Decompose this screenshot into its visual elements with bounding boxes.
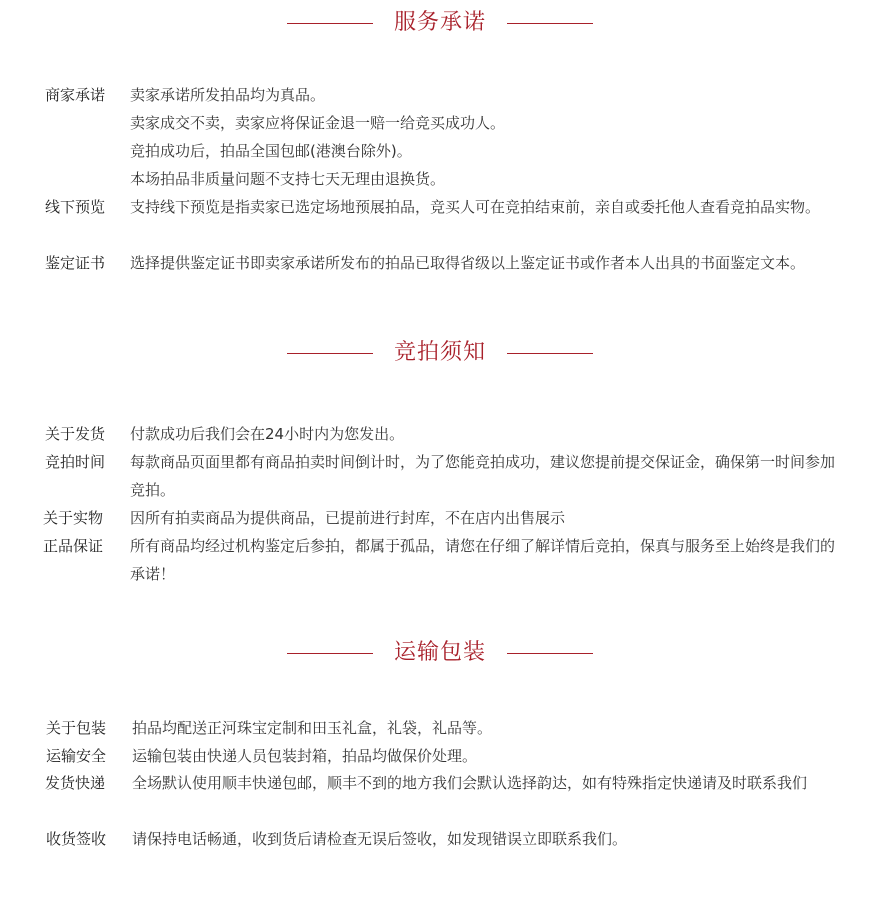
row-text: 全场默认使用顺丰快递包邮，顺丰不到的地方我们会默认选择韵达，如有特殊指定快递请及时联系我们: [132, 774, 808, 792]
row-label: 关于实物: [43, 509, 104, 527]
row-label: 关于发货: [45, 425, 106, 443]
row-text: 卖家承诺所发拍品均为真品。: [130, 86, 326, 104]
row-label: 运输安全: [46, 747, 107, 765]
section-title-bidding: [0, 338, 880, 368]
row-text: 卖家成交不卖，卖家应将保证金退一赔一给竞买成功人。: [130, 114, 506, 132]
section-title-service: [0, 8, 880, 38]
section-heading: 运输包装: [393, 640, 486, 665]
row-text: 请保持电话畅通，收到货后请检查无误后签收，如发现错误立即联系我们。: [132, 830, 628, 848]
row-text: 拍品均配送正河珠宝定制和田玉礼盒，礼袋，礼品等。: [132, 719, 493, 737]
title-divider-right: [507, 23, 593, 24]
section-title-shipping: [0, 638, 880, 668]
row-text: 因所有拍卖商品为提供商品，已提前进行封库，不在店内出售展示: [130, 509, 566, 527]
row-text: 选择提供鉴定证书即卖家承诺所发布的拍品已取得省级以上鉴定证书或作者本人出具的书面鉴定文本。: [130, 254, 806, 272]
section-heading: 服务承诺: [393, 10, 486, 35]
row-text: 竞拍成功后，拍品全国包邮(港澳台除外)。: [130, 142, 412, 160]
row-label: 鉴定证书: [45, 254, 106, 272]
title-divider-right: [507, 353, 593, 354]
row-text: 每款商品页面里都有商品拍卖时间倒计时，为了您能竞拍成功，建议您提前提交保证金，确保第一时间参加竞拍。: [130, 453, 836, 499]
row-label: 正品保证: [43, 537, 104, 555]
row-label: 竞拍时间: [45, 453, 106, 471]
row-text: 本场拍品非质量问题不支持七天无理由退换货。: [130, 170, 446, 188]
row-label: 商家承诺: [45, 86, 106, 104]
row-label: 收货签收: [46, 830, 107, 848]
row-text: 支持线下预览是指卖家已选定场地预展拍品，竞买人可在竞拍结束前，亲自或委托他人查看竞拍品实物。: [130, 198, 821, 216]
row-text: 运输包装由快递人员包装封箱，拍品均做保价处理。: [132, 747, 478, 765]
section-heading: 竞拍须知: [393, 340, 486, 365]
row-text: 付款成功后我们会在24小时内为您发出。: [130, 425, 405, 443]
title-divider-right: [507, 653, 593, 654]
row-text: 所有商品均经过机构鉴定后参拍，都属于孤品，请您在仔细了解详情后竞拍，保真与服务至上始终是我们的承诺！: [130, 537, 836, 583]
row-label: 发货快递: [45, 774, 106, 792]
row-label: 关于包装: [46, 719, 107, 737]
row-label: 线下预览: [45, 198, 106, 216]
